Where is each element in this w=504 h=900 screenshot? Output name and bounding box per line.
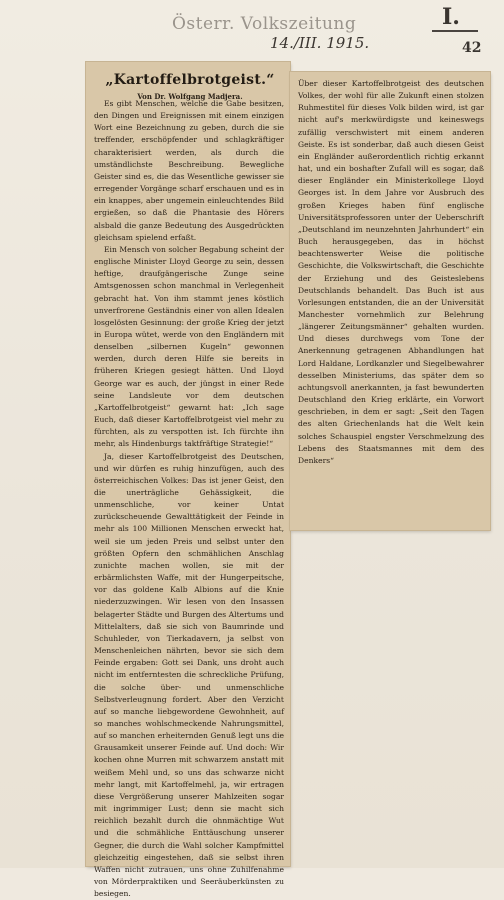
article-byline: Von Dr. Wolfgang Madjera. xyxy=(137,92,243,101)
article-paragraph: Es gibt Menschen, welche die Gabe besitzen, den Dingen und Ereignissen mit einem einzigen Wort eine Bezeichnung zu geben, durch die sie treffender, erschöpfender und schlagkräftiger charakterisiert werden, als durch die umständlichste Beschreibung. Bewegliche Geister sind es, die das Wesentliche gewisser sie erregender Vorgänge scharf erschauen und es in ein knappes, aber ungemein einleuchtendes Bild ergießen, so daß die Phantasie des Hörers alsbald die ganze Bedeutung des Ausgedrückten gleichsam spielend erfaßt. xyxy=(94,99,284,242)
article-paragraph: Ja, dieser Kartoffelbrotgeist des Deutschen, und wir dürfen es ruhig hinzufügen, auch des österreichischen Volkes: Das ist jener Geist, den die unerträgliche Gehässigkeit, die unmenschliche, vor keiner Untat zurückscheuende Gewalttätigkeit der Feinde in mehr als 100 Millionen Menschen erweckt hat, weil sie um jeden Preis und selbst unter den größten Opfern den schmählichen Anschlag zunichte machen wollen, sie mit der erbärmlichsten Waffe, mit der Hungerpeitsche, vor das goldene Kalb Albions auf die Knie niederzuzwingen. Wir lesen von den Insassen belagerter Städte und Burgen des Altertums und Mittelalters, daß sie sich von Baumrinde und Schuhleder, von Tierkadavern, ja selbst von Menschenleichen nährten, bevor sie sich dem Feinde ergaben: Gott sei Dank, uns droht auch nicht im entferntesten die schreckliche Prüfung, die solche über- und unmenschliche Selbstverleugnung fordert. Aber den Verzicht auf so manche liebgewordene Gewohnheit, auf so manches wohlschmeckende Nahrungsmittel, auf so manchen erheiternden Genuß legt uns die Grausamkeit unserer Feinde auf. Und doch: Wir kochen ohne Murren mit schwarzem anstatt mit weißem Mehl und, so uns das schwarze nicht mehr langt, mit Kartoffelmehl, ja, wir ertragen diese Vergrößerung unserer Mahlzeiten sogar mit ingrimmiger Lust; denn sie macht sich reichlich bezahlt durch die ohnmächtige Wut und die schmähliche Enttäuschung unserer Gegner, die durch die Wahl solcher Kampfmittel gleichzeitig eingestehen, daß sie selbst ihren Waffen nicht zutrauen, uns ohne Zuhilfenahme von Mörderpraktiken und Seeräuberkünsten zu besiegen. xyxy=(94,451,284,899)
page-number: 42 xyxy=(462,40,482,56)
page-header xyxy=(0,0,504,62)
article-column-right xyxy=(298,78,484,524)
handwritten-date: 14./III. 1915. xyxy=(270,34,370,52)
article-column-left xyxy=(94,98,284,899)
article-title: „Kartoffelbrotgeist.“ xyxy=(105,72,275,88)
article-paragraph: Ein Mensch von solcher Begabung scheint der englische Minister Lloyd George zu sein, dessen heftige, draufgängerische Zunge seine Amtsgenossen schon manchmal in Verlegenheit gebracht hat. Von ihm stammt jenes köstlich unverfrorene Geständnis einer von allen Idealen losgelösten Gesinnung: der große Krieg der jetzt in Europa wütet, werde von den Engländern mit denselben „silbernen Kugeln“ gewonnen werden, durch deren Hilfe sie bereits in früheren Kriegen gesiegt hätten. Und Lloyd George war es auch, der jüngst in einer Rede seine Landsleute vor dem deutschen „Kartoffelbrotgeist“ gewarnt hat: „Ich sage Euch, daß dieser Kartoffelbrotgeist viel mehr zu fürchten, als zu verspotten ist. Ich fürchte ihn mehr, als Hindenburgs taktfräftige Strategie!“ xyxy=(94,244,284,449)
section-numeral: I. xyxy=(442,4,460,30)
newspaper-stamp: Österr. Volkszeitung xyxy=(172,14,357,34)
numeral-underline xyxy=(432,30,478,32)
article-paragraph: Über dieser Kartoffelbrotgeist des deutschen Volkes, der wohl für alle Zukunft einen stolzen Ruhmestitel für dieses Volk bilden wird, ist gar nicht auf's merkwürdigste und keineswegs zufällig verschwistert mit einem anderen Geiste. Es ist sonderbar, daß auch diesen Geist ein Engländer außerordentlich richtig erkannt hat, und ein boshafter Zufall will es sogar, daß dieser Engländer ein Ministerkollege Lloyd Georges ist. In dem Jahre vor Ausbruch des großen Krieges haben fünf englische Universitätsprofessoren unter der Ueberschrift „Deutschland im neunzehnten Jahrhundert“ ein Buch herausgegeben, das in höchst beachtenswerter Weise die politische Geschichte, die Volkswirtschaft, die Geschichte der Erziehung und des Geisteslebens Deutschlands behandelt. Das Buch ist aus Vorlesungen entstanden, die an der Universität Manchester vornehmlich zur Belehrung „längerer Zeitungsmänner“ gehalten wurden. Und dieses durchwegs vom Tone der Anerkennung getragenen Abhandlungen hat Lord Haldane, Lordkanzler und Siegelbewahrer desselben Ministeriums, das später dem so achtungsvoll anerkannten, ja fast bewunderten Deutschland den Krieg erklärte, ein Vorwort geschrieben, in dem er sagt: „Seit den Tagen des alten Griechenlands hat die Welt kein solches Schauspiel engster Verschmelzung des Lebens des Staatsmannes mit dem des Denkers“ xyxy=(298,79,484,465)
